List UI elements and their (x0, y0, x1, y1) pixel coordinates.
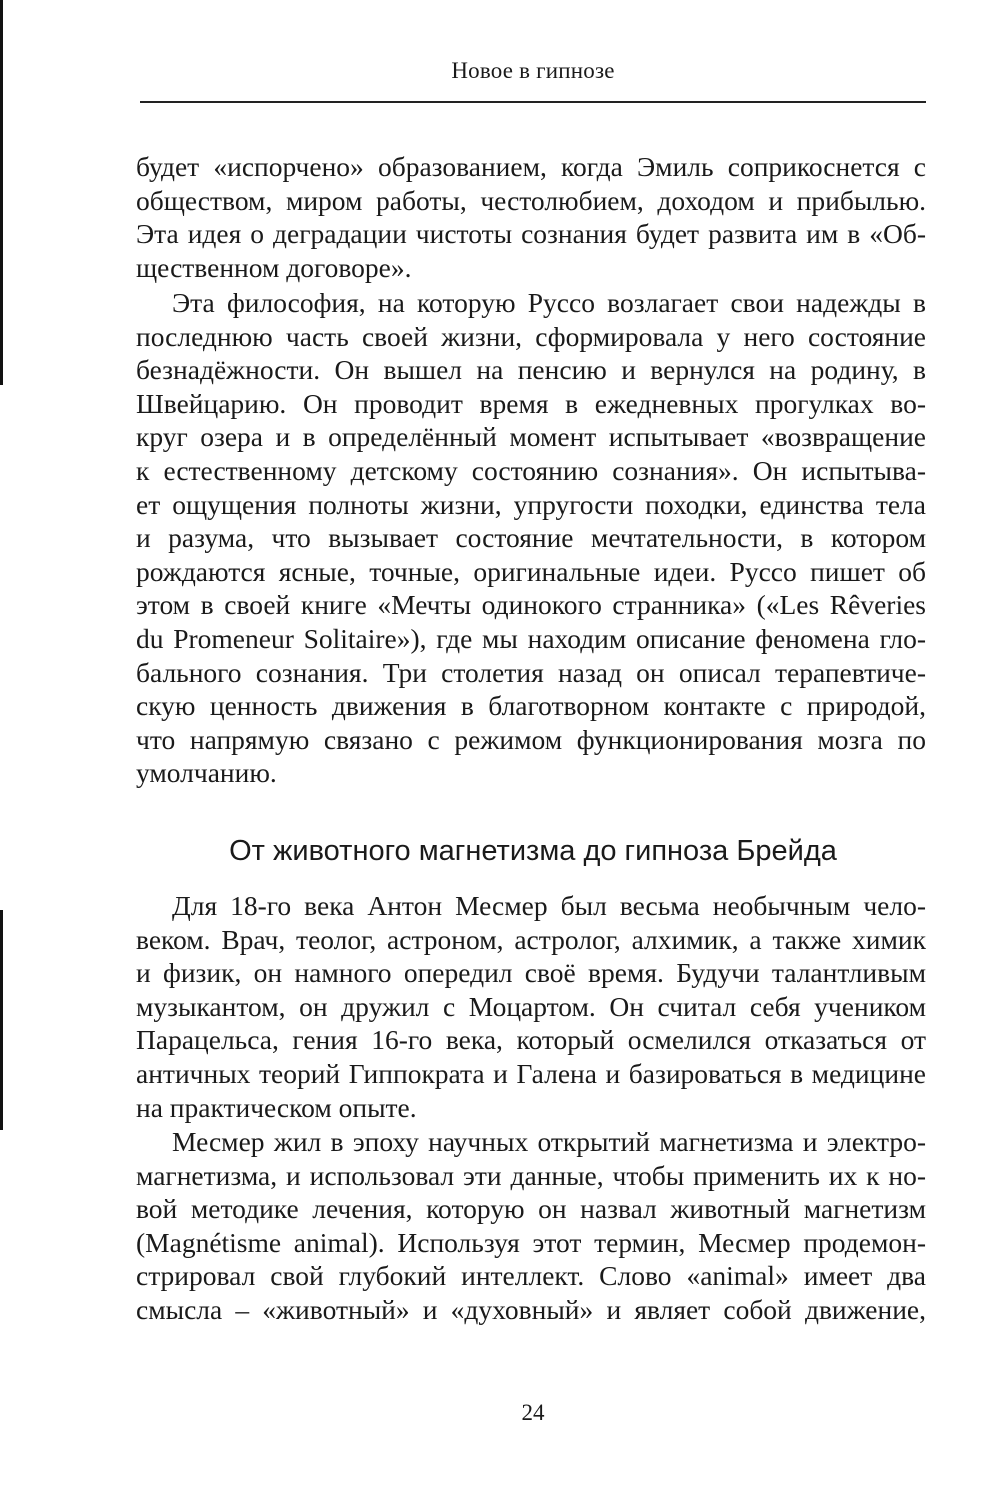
text-line: античных теорий Гиппократа и Галена и базироваться в медицине (136, 1057, 926, 1089)
text-line: Парацельса, гения 16-го века, который осмелился отказаться от (136, 1024, 926, 1056)
text-line: Для 18-го века Антон Месмер был весьма необычным чело- (172, 890, 926, 921)
text-line: смысла – «животный» и «духовный» и являет собой движение, (136, 1293, 926, 1325)
text-line: обществом, миром работы, честолюбием, доходом и прибылью. (136, 184, 926, 216)
paragraph-4 (136, 1125, 926, 1327)
text-line: к естественному детскому состоянию сознания». Он испытыва- (136, 454, 926, 486)
text-line: этом в своей книге «Мечты одинокого странника» («Les Rêveries (136, 589, 926, 621)
text-line: круг озера и в определённый момент испытывает «возвращение (136, 421, 926, 453)
text-line: Эта философия, на которую Руссо возлагает свои надежды в (172, 287, 926, 318)
running-head: Новое в гипнозе (451, 58, 615, 83)
scan-edge (0, 0, 4, 1499)
text-line: стрировал свой глубокий интеллект. Слово «animal» имеет два (136, 1260, 926, 1292)
text-line: du Promeneur Solitaire»), где мы находим описание феномена гло- (136, 622, 926, 654)
text-line: вой методике лечения, которую он назвал животный магнетизм (136, 1193, 926, 1225)
text-line: скую ценность движения в благотворном контакте с природой, (136, 690, 926, 722)
text-line: ет ощущения полноты жизни, упругости походки, единства тела (136, 488, 926, 520)
paragraph-2 (136, 286, 926, 790)
text-line: веком. Врач, теолог, астроном, астролог, алхимик, а также химик (136, 923, 926, 955)
paragraph-3 (136, 889, 926, 1124)
paragraph-1 (136, 150, 926, 284)
text-line: щественном договоре». (136, 251, 412, 283)
header-rule (140, 101, 926, 103)
text-line: и разума, что вызывает состояние мечтательности, в котором (136, 522, 926, 554)
text-line: последнюю часть своей жизни, сформировала у него состояние (136, 320, 926, 352)
page-number: 24 (521, 1400, 545, 1425)
text-line: Эта идея о деградации чистоты сознания будет развита им в «Об- (136, 218, 926, 250)
text-line: и физик, он намного опередил своё время. Будучи талантливым (136, 957, 926, 989)
text-line: умолчанию. (136, 757, 277, 789)
text-line: будет «испорчено» образованием, когда Эмиль соприкоснется с (136, 151, 926, 182)
scan-edge-mark-top (0, 0, 3, 385)
scan-edge-mark-bottom (0, 910, 3, 1130)
text-line: музыкантом, он дружил с Моцартом. Он считал себя учеником (136, 990, 926, 1022)
text-line: магнетизма, и использовал эти данные, чтобы применить их к но- (136, 1159, 926, 1191)
text-line: на практическом опыте. (136, 1091, 417, 1123)
text-line: Швейцарию. Он проводит время в ежедневных прогулках во- (136, 387, 926, 419)
text-line: рождаются ясные, точные, оригинальные идеи. Руссо пишет об (136, 555, 926, 587)
text-line: что напрямую связано с режимом функционирования мозга по (136, 723, 926, 755)
text-line: Месмер жил в эпоху научных открытий магнетизма и электро- (172, 1126, 926, 1157)
section-heading: От животного магнетизма до гипноза Брейда (229, 835, 837, 867)
text-line: бального сознания. Три столетия назад он описал терапевтиче- (136, 656, 926, 688)
text-line: безнадёжности. Он вышел на пенсию и вернулся на родину, в (136, 354, 926, 386)
text-line: (Magnétisme animal). Используя этот термин, Месмер продемон- (136, 1226, 926, 1258)
